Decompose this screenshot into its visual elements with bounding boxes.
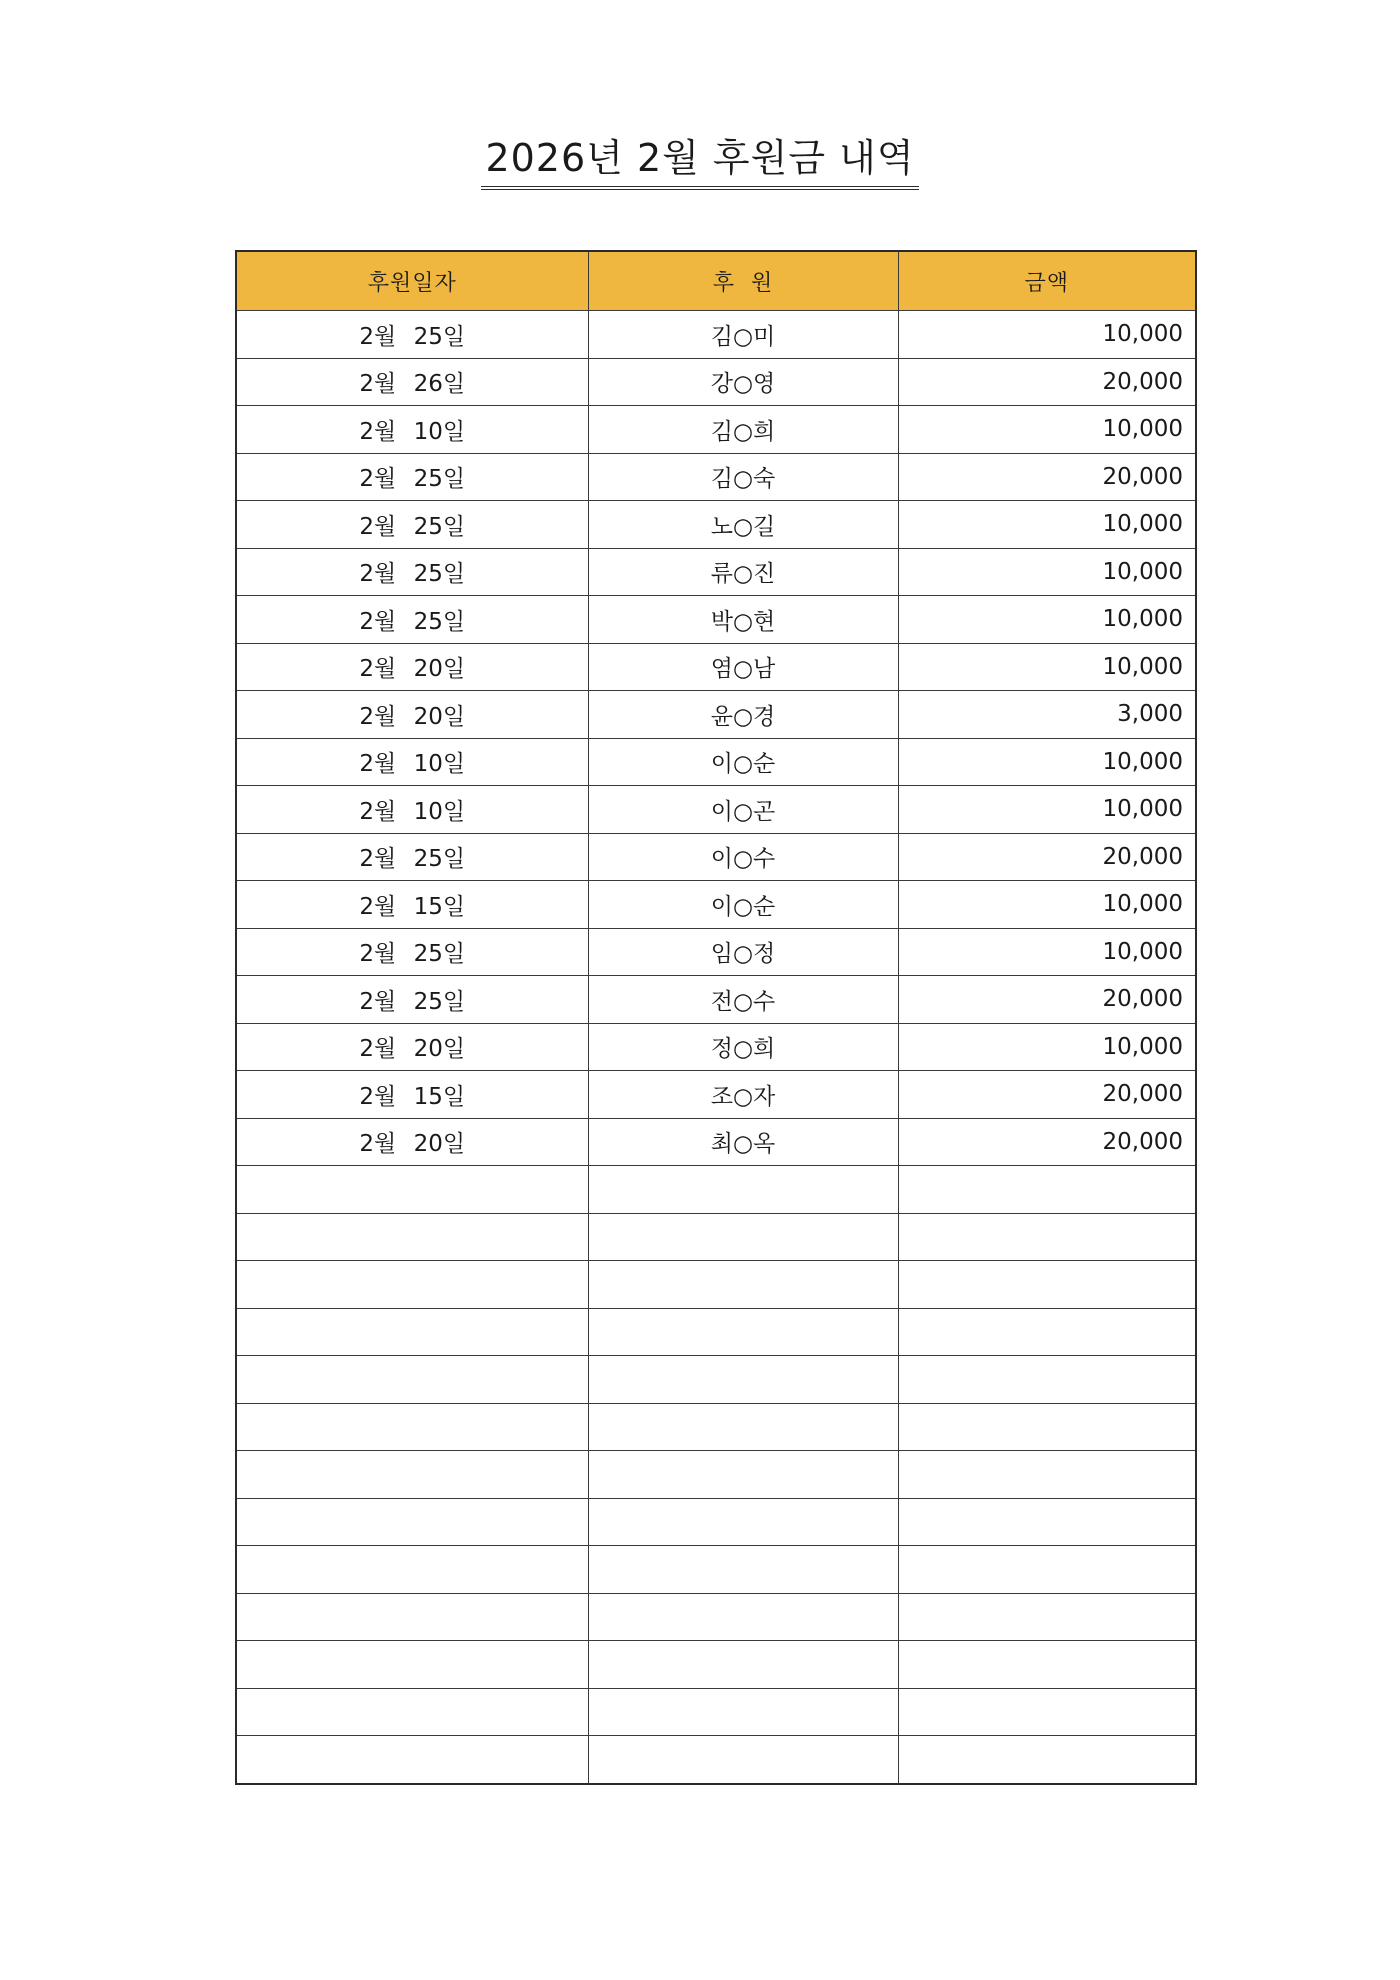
row-amount-cell (898, 1641, 1196, 1689)
row-amount-cell (898, 1546, 1196, 1594)
row-donor-cell: 최○옥 (588, 1118, 898, 1166)
row-donor-cell: 강○영 (588, 358, 898, 406)
table-row (236, 501, 1196, 549)
row-donor-cell (588, 1736, 898, 1784)
row-donor-cell: 노○길 (588, 501, 898, 549)
row-date-cell: 2월 25일 (236, 928, 588, 976)
table-row (236, 1736, 1196, 1784)
row-donor-cell (588, 1356, 898, 1404)
row-amount-cell: 10,000 (898, 1023, 1196, 1071)
row-date-cell: 2월 10일 (236, 738, 588, 786)
table-row (236, 311, 1196, 359)
table-row (236, 1546, 1196, 1594)
row-date-cell (236, 1261, 588, 1309)
row-donor-cell (588, 1688, 898, 1736)
row-amount-cell: 10,000 (898, 881, 1196, 929)
row-donor-cell (588, 1166, 898, 1214)
row-date-cell: 2월 25일 (236, 833, 588, 881)
row-amount-cell (898, 1356, 1196, 1404)
table-row (236, 1403, 1196, 1451)
table-row (236, 358, 1196, 406)
row-amount-cell (898, 1166, 1196, 1214)
table-row (236, 738, 1196, 786)
row-date-cell (236, 1403, 588, 1451)
page-title-text: 2026년 2월 후원금 내역 (481, 132, 918, 190)
row-donor-cell: 전○수 (588, 976, 898, 1024)
header-date: 후원일자 (236, 251, 588, 311)
table-row (236, 1213, 1196, 1261)
row-amount-cell: 10,000 (898, 501, 1196, 549)
row-amount-cell: 3,000 (898, 691, 1196, 739)
row-date-cell: 2월 25일 (236, 976, 588, 1024)
row-donor-cell: 염○남 (588, 643, 898, 691)
row-donor-cell: 이○순 (588, 881, 898, 929)
row-amount-cell: 10,000 (898, 928, 1196, 976)
row-donor-cell: 이○순 (588, 738, 898, 786)
row-amount-cell: 10,000 (898, 596, 1196, 644)
table-row (236, 1688, 1196, 1736)
row-amount-cell: 10,000 (898, 548, 1196, 596)
table-row (236, 833, 1196, 881)
row-donor-cell (588, 1641, 898, 1689)
row-donor-cell (588, 1593, 898, 1641)
row-date-cell (236, 1641, 588, 1689)
row-amount-cell (898, 1593, 1196, 1641)
row-amount-cell (898, 1308, 1196, 1356)
table-row (236, 1261, 1196, 1309)
row-amount-cell: 10,000 (898, 311, 1196, 359)
row-amount-cell (898, 1403, 1196, 1451)
row-donor-cell: 류○진 (588, 548, 898, 596)
page-title (0, 132, 1400, 190)
row-date-cell: 2월 10일 (236, 786, 588, 834)
row-amount-cell: 10,000 (898, 738, 1196, 786)
row-date-cell (236, 1356, 588, 1404)
table-row (236, 1023, 1196, 1071)
header-row (236, 251, 1196, 311)
row-date-cell (236, 1546, 588, 1594)
table-row (236, 1166, 1196, 1214)
row-date-cell (236, 1308, 588, 1356)
row-amount-cell: 10,000 (898, 643, 1196, 691)
row-donor-cell: 김○희 (588, 406, 898, 454)
table-row (236, 1118, 1196, 1166)
row-date-cell (236, 1688, 588, 1736)
row-date-cell (236, 1593, 588, 1641)
table-row (236, 1356, 1196, 1404)
row-amount-cell: 20,000 (898, 1118, 1196, 1166)
row-date-cell: 2월 15일 (236, 1071, 588, 1119)
table-row (236, 1308, 1196, 1356)
header-donor: 후 원 (588, 251, 898, 311)
row-amount-cell (898, 1451, 1196, 1499)
table-row (236, 881, 1196, 929)
row-donor-cell (588, 1261, 898, 1309)
row-amount-cell: 20,000 (898, 358, 1196, 406)
row-date-cell: 2월 25일 (236, 501, 588, 549)
row-donor-cell: 조○자 (588, 1071, 898, 1119)
row-date-cell: 2월 26일 (236, 358, 588, 406)
row-date-cell: 2월 20일 (236, 1118, 588, 1166)
table-row (236, 1593, 1196, 1641)
row-donor-cell: 김○미 (588, 311, 898, 359)
row-date-cell (236, 1166, 588, 1214)
table-row (236, 406, 1196, 454)
row-donor-cell (588, 1451, 898, 1499)
table-body (236, 311, 1196, 1784)
row-donor-cell: 이○곤 (588, 786, 898, 834)
row-amount-cell: 20,000 (898, 1071, 1196, 1119)
row-date-cell: 2월 25일 (236, 453, 588, 501)
row-donor-cell (588, 1213, 898, 1261)
row-donor-cell: 임○정 (588, 928, 898, 976)
row-date-cell (236, 1736, 588, 1784)
row-amount-cell: 20,000 (898, 976, 1196, 1024)
row-date-cell: 2월 25일 (236, 548, 588, 596)
table-row (236, 1498, 1196, 1546)
header-amount: 금액 (898, 251, 1196, 311)
row-date-cell: 2월 10일 (236, 406, 588, 454)
row-date-cell (236, 1213, 588, 1261)
table-row (236, 596, 1196, 644)
row-date-cell (236, 1451, 588, 1499)
row-date-cell: 2월 25일 (236, 596, 588, 644)
table-header (236, 251, 1196, 311)
table-row (236, 976, 1196, 1024)
row-amount-cell (898, 1736, 1196, 1784)
table-row (236, 453, 1196, 501)
row-donor-cell: 이○수 (588, 833, 898, 881)
row-amount-cell (898, 1688, 1196, 1736)
row-date-cell: 2월 20일 (236, 1023, 588, 1071)
row-amount-cell: 10,000 (898, 406, 1196, 454)
table-row (236, 1451, 1196, 1499)
row-donor-cell: 박○현 (588, 596, 898, 644)
row-date-cell: 2월 20일 (236, 691, 588, 739)
table-row (236, 1071, 1196, 1119)
table-row (236, 548, 1196, 596)
donation-table (235, 250, 1197, 1785)
row-donor-cell: 윤○경 (588, 691, 898, 739)
row-date-cell: 2월 20일 (236, 643, 588, 691)
row-donor-cell (588, 1403, 898, 1451)
table-row (236, 1641, 1196, 1689)
row-amount-cell (898, 1498, 1196, 1546)
row-donor-cell: 김○숙 (588, 453, 898, 501)
row-amount-cell: 20,000 (898, 833, 1196, 881)
table-row (236, 643, 1196, 691)
row-date-cell: 2월 15일 (236, 881, 588, 929)
table-row (236, 786, 1196, 834)
row-donor-cell (588, 1546, 898, 1594)
row-amount-cell (898, 1213, 1196, 1261)
row-date-cell: 2월 25일 (236, 311, 588, 359)
row-amount-cell: 20,000 (898, 453, 1196, 501)
row-amount-cell: 10,000 (898, 786, 1196, 834)
row-donor-cell: 정○희 (588, 1023, 898, 1071)
row-amount-cell (898, 1261, 1196, 1309)
row-donor-cell (588, 1308, 898, 1356)
row-date-cell (236, 1498, 588, 1546)
table-row (236, 691, 1196, 739)
table-row (236, 928, 1196, 976)
row-donor-cell (588, 1498, 898, 1546)
